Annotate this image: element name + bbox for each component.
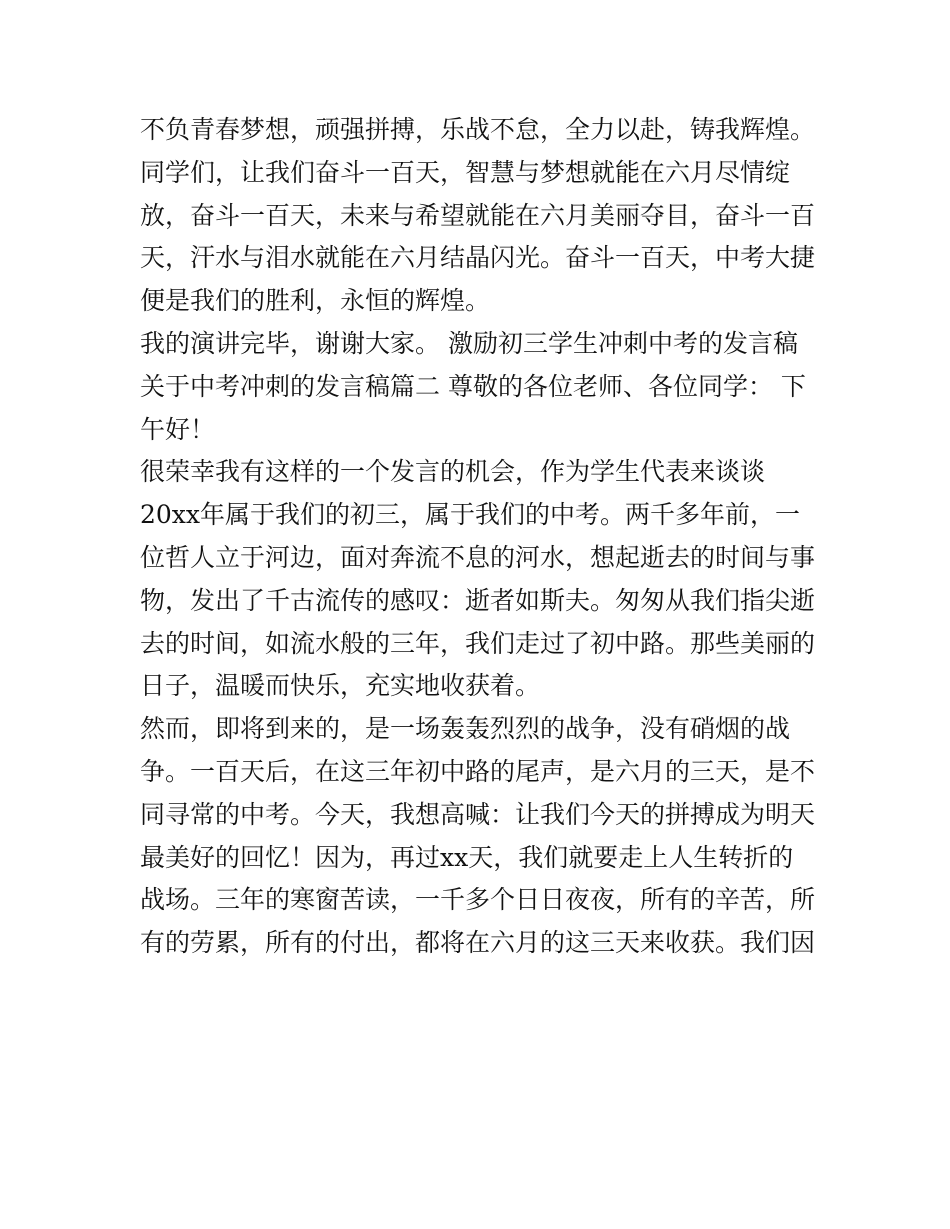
text-line: 不负青春梦想，顽强拼搏，乐战不怠，全力以赴，铸我辉煌。 <box>140 115 816 144</box>
text-line: 位哲人立于河边，面对奔流不息的河水，想起逝去的时间与事 <box>140 542 816 572</box>
text-line: 关于中考冲刺的发言稿篇二 尊敬的各位老师、各位同学： 下 <box>140 371 806 401</box>
text-line: 物，发出了千古流传的感叹：逝者如斯夫。匆匆从我们指尖逝 <box>140 585 816 615</box>
body-text <box>140 109 830 965</box>
text-line: 日子，温暖而快乐，充实地收获着。 <box>140 671 541 701</box>
text-line: 去的时间，如流水般的三年，我们走过了初中路。那些美丽的 <box>140 628 816 658</box>
text-line: 我的演讲完毕，谢谢大家。 激励初三学生冲刺中考的发言稿 <box>140 328 798 358</box>
text-line: 然而，即将到来的，是一场轰轰烈烈的战争，没有硝烟的战 <box>140 714 791 744</box>
text-line: 有的劳累，所有的付出，都将在六月的这三天来收获。我们因 <box>140 928 816 958</box>
text-line: 最美好的回忆！因为，再过xx天，我们就要走上人生转折的 <box>140 842 794 872</box>
text-line: 放，奋斗一百天，未来与希望就能在六月美丽夺目，奋斗一百 <box>140 200 816 230</box>
text-line: 很荣幸我有这样的一个发言的机会，作为学生代表来谈谈 <box>140 457 766 487</box>
text-line: 争。一百天后，在这三年初中路的尾声，是六月的三天，是不 <box>140 756 816 786</box>
text-line: 战场。三年的寒窗苦读，一千多个日日夜夜，所有的辛苦，所 <box>140 885 816 915</box>
text-line: 便是我们的胜利，永恒的辉煌。 <box>140 286 491 316</box>
text-line: 天，汗水与泪水就能在六月结晶闪光。奋斗一百天，中考大捷 <box>140 243 816 273</box>
text-line: 20xx年属于我们的初三，属于我们的中考。两千多年前，一 <box>140 500 801 530</box>
text-line: 午好！ <box>140 414 216 444</box>
text-line: 同寻常的中考。今天，我想高喊：让我们今天的拼搏成为明天 <box>140 799 816 829</box>
text-line: 同学们，让我们奋斗一百天，智慧与梦想就能在六月尽情绽 <box>140 157 791 187</box>
